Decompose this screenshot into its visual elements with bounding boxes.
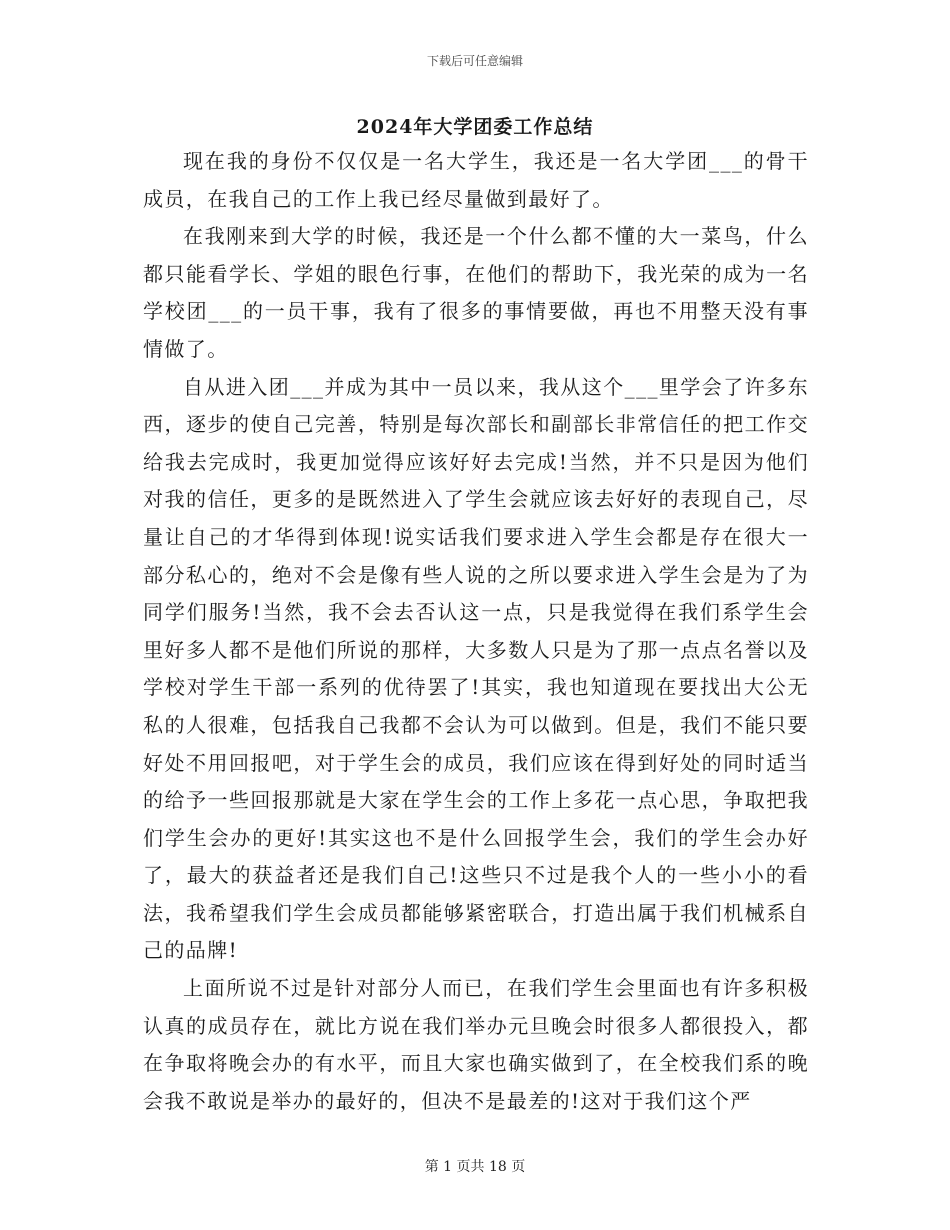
document-body [143,143,809,1120]
paragraph: 上面所说不过是针对部分人而已，在我们学生会里面也有许多积极认真的成员存在，就比方说在我们举办元旦晚会时很多人都很投入，都在争取将晚会办的有水平，而且大家也确实做到了，在全校我们系的晚会我不敢说是举办的最好的，但决不是最差的!这对于我们这个严 [143,976,809,1113]
paragraph: 现在我的身份不仅仅是一名大学生，我还是一名大学团___的骨干成员，在我自己的工作上我已经尽量做到最好了。 [143,149,809,211]
paragraph: 自从进入团___并成为其中一员以来，我从这个___里学会了许多东西，逐步的使自己完善，特别是每次部长和副部长非常信任的把工作交给我去完成时，我更加觉得应该好好去完成!当然，并不只是因为他们对我的信任，更多的是既然进入了学生会就应该去好好的表现自己，尽量让自己的才华得到体现!说实话我们要求进入学生会都是存在很大一部分私心的，绝对不会是像有些人说的之所以要求进入学生会是为了为同学们服务!当然，我不会去否认这一点，只是我觉得在我们系学生会里好多人都不是他们所说的那样，大多数人只是为了那一点点名誉以及学校对学生干部一系列的优待罢了!其实，我也知道现在要找出大公无私的人很难，包括我自己我都不会认为可以做到。但是，我们不能只要好处不用回报吧，对于学生会的成员，我们应该在得到好处的同时适当的给予一些回报那就是大家在学生会的工作上多花一点心思，争取把我们学生会办的更好!其实这也不是什么回报学生会，我们的学生会办好了，最大的获益者还是我们自己!这些只不过是我个人的一些小小的看法，我希望我们学生会成员都能够紧密联合，打造出属于我们机械系自己的品牌! [143,374,809,963]
page-number: 第 1 页共 18 页 [424,1159,526,1175]
document-title: 2024年大学团委工作总结 [356,116,594,138]
paragraph: 在我刚来到大学的时候，我还是一个什么都不懂的大一菜鸟，什么都只能看学长、学姐的眼色行事，在他们的帮助下，我光荣的成为一名学校团___的一员干事，我有了很多的事情要做，再也不用整天没有事情做了。 [143,224,809,361]
page-header-note: 下载后可任意编辑 [426,54,523,68]
